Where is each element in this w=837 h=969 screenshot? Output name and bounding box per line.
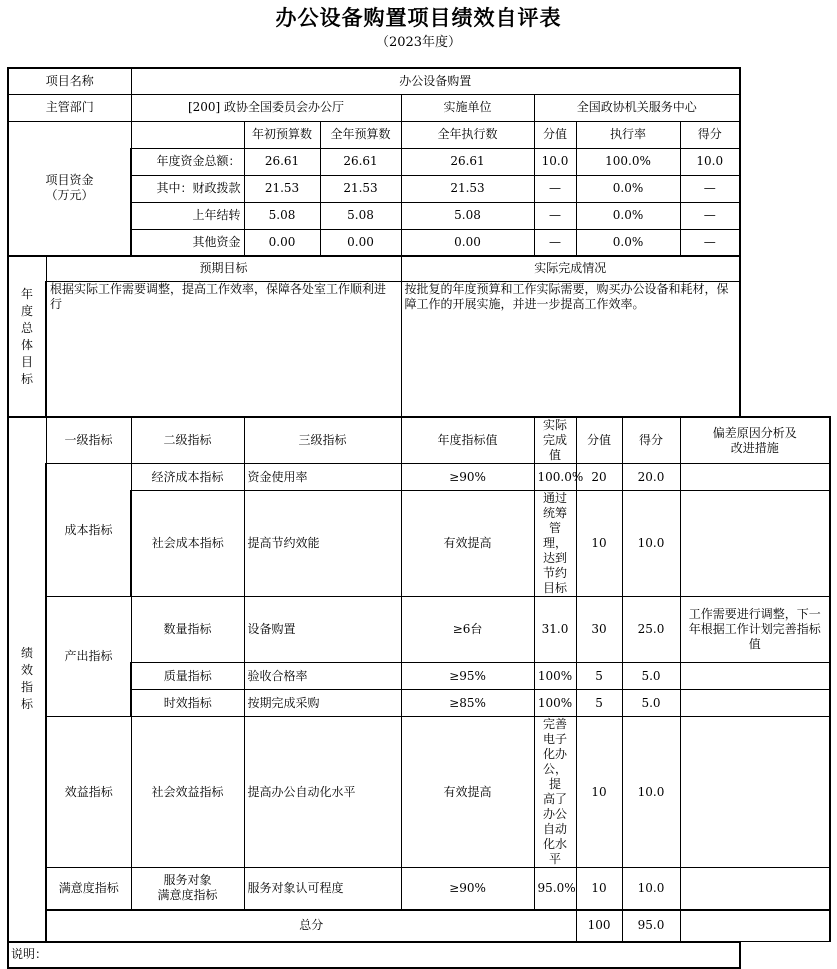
indicator-level2-line1: 服务对象 (163, 873, 212, 888)
total-score: 95.0 (622, 910, 680, 942)
funds-row-annual: 26.61 (320, 148, 401, 175)
funds-header-score: 得分 (680, 121, 740, 148)
evaluation-table (7, 67, 831, 969)
indicators-label-char: 标 (20, 697, 33, 712)
indicators-label-char: 指 (20, 680, 33, 695)
dept-value: [200] 政协全国委员会办公厅 (131, 94, 401, 121)
header-score: 得分 (622, 417, 680, 464)
indicator-row (8, 690, 830, 717)
header-actual: 实际完成值 (534, 417, 576, 464)
funds-row-label: 其中：财政拨款 (131, 175, 244, 202)
header-deviation-line2: 改进措施 (730, 440, 779, 455)
funds-row-initial: 21.53 (244, 175, 320, 202)
indicator-row (8, 868, 830, 910)
goals-label-char: 体 (20, 337, 33, 352)
header-level1: 一级指标 (46, 417, 131, 464)
header-score-value: 分值 (576, 417, 622, 464)
total-row (8, 910, 830, 942)
dept-label: 主管部门 (8, 94, 131, 121)
indicator-target: ≥90% (401, 868, 534, 910)
indicator-score-value: 10 (576, 491, 622, 597)
indicator-target: ≥90% (401, 464, 534, 491)
indicators-label-char: 绩 (20, 646, 33, 661)
goals-label-char: 度 (20, 303, 33, 318)
funds-row-annual: 5.08 (320, 202, 401, 229)
indicator-row (8, 491, 830, 597)
project-name-label: 项目名称 (8, 68, 131, 94)
indicator-level2: 时效指标 (131, 690, 244, 717)
indicator-score: 10.0 (622, 491, 680, 597)
indicator-score-value: 10 (576, 717, 622, 868)
indicator-score: 25.0 (622, 597, 680, 663)
indicators-header-row (8, 417, 830, 464)
indicator-actual-line2: 高了办公自动化水平 (543, 792, 568, 866)
indicator-deviation (680, 464, 830, 491)
funds-row-score: — (680, 202, 740, 229)
total-deviation (680, 910, 830, 942)
indicator-score-value: 20 (576, 464, 622, 491)
total-score-value: 100 (576, 910, 622, 942)
funds-header-annual: 全年预算数 (320, 121, 401, 148)
indicator-actual-line1: 通过统筹管理，达到 (543, 491, 568, 565)
funds-header-blank (131, 121, 244, 148)
goals-content-row (8, 281, 830, 417)
indicator-actual-line2: 节约目标 (543, 566, 568, 595)
indicator-deviation (680, 690, 830, 717)
indicators-label (8, 417, 46, 942)
indicator-level2: 数量指标 (131, 597, 244, 663)
project-name-value: 办公设备购置 (131, 68, 740, 94)
indicator-level2 (131, 868, 244, 910)
funds-row-label: 年度资金总额： (131, 148, 244, 175)
indicator-level3: 按期完成采购 (244, 690, 401, 717)
indicator-actual: 100% (534, 690, 576, 717)
funds-row-rate: 0.0% (576, 202, 680, 229)
indicator-actual (534, 717, 576, 868)
funds-row-initial: 26.61 (244, 148, 320, 175)
output-level1: 产出指标 (46, 597, 131, 717)
indicator-score: 10.0 (622, 717, 680, 868)
funds-row-initial: 5.08 (244, 202, 320, 229)
funds-row-score: 10.0 (680, 148, 740, 175)
goals-header-row (8, 256, 830, 281)
indicator-deviation: 工作需要进行调整，下一年根据工作计划完善指标值 (680, 597, 830, 663)
indicator-target: 有效提高 (401, 491, 534, 597)
indicator-score: 5.0 (622, 690, 680, 717)
indicator-actual: 31.0 (534, 597, 576, 663)
indicator-level2: 经济成本指标 (131, 464, 244, 491)
total-label: 总分 (46, 910, 576, 942)
goals-expected-text: 根据实际工作需要调整，提高工作效率，保障各处室工作顺利进行 (46, 281, 401, 417)
cost-level1: 成本指标 (46, 464, 131, 597)
indicator-score-value: 5 (576, 690, 622, 717)
indicator-deviation (680, 868, 830, 910)
goals-label-char: 目 (20, 354, 33, 369)
funds-row-score-value: 10.0 (534, 148, 576, 175)
indicator-score-value: 5 (576, 663, 622, 690)
header-level2: 二级指标 (131, 417, 244, 464)
indicator-target: ≥85% (401, 690, 534, 717)
funds-row-annual: 21.53 (320, 175, 401, 202)
indicator-level3: 验收合格率 (244, 663, 401, 690)
funds-row-executed: 0.00 (401, 229, 534, 256)
indicator-level2: 社会效益指标 (131, 717, 244, 868)
indicator-level3: 服务对象认可程度 (244, 868, 401, 910)
funds-header-executed: 全年执行数 (401, 121, 534, 148)
indicator-level3: 资金使用率 (244, 464, 401, 491)
indicator-row (8, 597, 830, 663)
indicator-row (8, 464, 830, 491)
indicator-target: ≥95% (401, 663, 534, 690)
indicators-label-char: 效 (20, 663, 33, 678)
impl-value: 全国政协机关服务中心 (534, 94, 740, 121)
indicator-actual-line1: 完善电子化办公，提 (543, 717, 568, 791)
indicator-actual: 95.0% (534, 868, 576, 910)
funds-row-rate: 0.0% (576, 229, 680, 256)
indicator-level2: 社会成本指标 (131, 491, 244, 597)
indicator-level2: 质量指标 (131, 663, 244, 690)
indicator-level3: 提高办公自动化水平 (244, 717, 401, 868)
funds-row-annual: 0.00 (320, 229, 401, 256)
funds-row (8, 229, 830, 256)
indicator-target: 有效提高 (401, 717, 534, 868)
funds-header-row (8, 121, 830, 148)
funds-row (8, 175, 830, 202)
funds-header-score-value: 分值 (534, 121, 576, 148)
indicator-score-value: 30 (576, 597, 622, 663)
satisfaction-level1: 满意度指标 (46, 868, 131, 910)
funds-header-rate: 执行率 (576, 121, 680, 148)
funds-row-executed: 5.08 (401, 202, 534, 229)
indicator-deviation (680, 663, 830, 690)
indicator-score: 5.0 (622, 663, 680, 690)
funds-header-initial: 年初预算数 (244, 121, 320, 148)
funds-label-line2: （万元） (45, 188, 94, 203)
indicator-actual: 100.0% (534, 464, 576, 491)
funds-row-rate: 100.0% (576, 148, 680, 175)
goals-label-char: 总 (20, 320, 33, 335)
indicator-score-value: 10 (576, 868, 622, 910)
page-subtitle: （2023年度） (375, 35, 462, 50)
funds-row-score: — (680, 175, 740, 202)
indicator-level2-line2: 满意度指标 (157, 888, 218, 903)
indicator-level3: 设备购置 (244, 597, 401, 663)
indicator-level3: 提高节约效能 (244, 491, 401, 597)
indicator-row (8, 717, 830, 868)
header-level3: 三级指标 (244, 417, 401, 464)
funds-row (8, 148, 830, 175)
funds-row (8, 202, 830, 229)
funds-row-score-value: — (534, 175, 576, 202)
indicator-deviation (680, 717, 830, 868)
indicator-actual: 100% (534, 663, 576, 690)
indicator-score: 20.0 (622, 464, 680, 491)
funds-row-rate: 0.0% (576, 175, 680, 202)
impl-label: 实施单位 (401, 94, 534, 121)
dept-row (8, 94, 830, 121)
project-name-row (8, 68, 830, 94)
goals-label (8, 256, 46, 417)
goals-expected-header: 预期目标 (46, 256, 401, 281)
goals-label-char: 年 (20, 286, 33, 301)
benefit-level1: 效益指标 (46, 717, 131, 868)
funds-row-score: — (680, 229, 740, 256)
note-label: 说明： (8, 942, 740, 968)
funds-label-line1: 项目资金 (45, 173, 94, 188)
funds-row-label: 上年结转 (131, 202, 244, 229)
header-deviation (680, 417, 830, 464)
goals-actual-header: 实际完成情况 (401, 256, 740, 281)
indicator-deviation (680, 491, 830, 597)
indicator-target: ≥6台 (401, 597, 534, 663)
header-deviation-line1: 偏差原因分析及 (712, 425, 797, 440)
indicator-row (8, 663, 830, 690)
page-title: 办公设备购置项目绩效自评表 (275, 6, 562, 30)
funds-row-executed: 26.61 (401, 148, 534, 175)
funds-row-label: 其他资金 (131, 229, 244, 256)
indicator-score: 10.0 (622, 868, 680, 910)
funds-row-score-value: — (534, 202, 576, 229)
indicator-actual (534, 491, 576, 597)
funds-row-initial: 0.00 (244, 229, 320, 256)
funds-row-score-value: — (534, 229, 576, 256)
funds-label (8, 121, 131, 256)
header-target: 年度指标值 (401, 417, 534, 464)
note-row (8, 942, 830, 968)
goals-label-char: 标 (20, 371, 33, 386)
funds-row-executed: 21.53 (401, 175, 534, 202)
goals-actual-text: 按批复的年度预算和工作实际需要，购买办公设备和耗材，保障工作的开展实施，并进一步提高工作效率。 (401, 281, 740, 417)
